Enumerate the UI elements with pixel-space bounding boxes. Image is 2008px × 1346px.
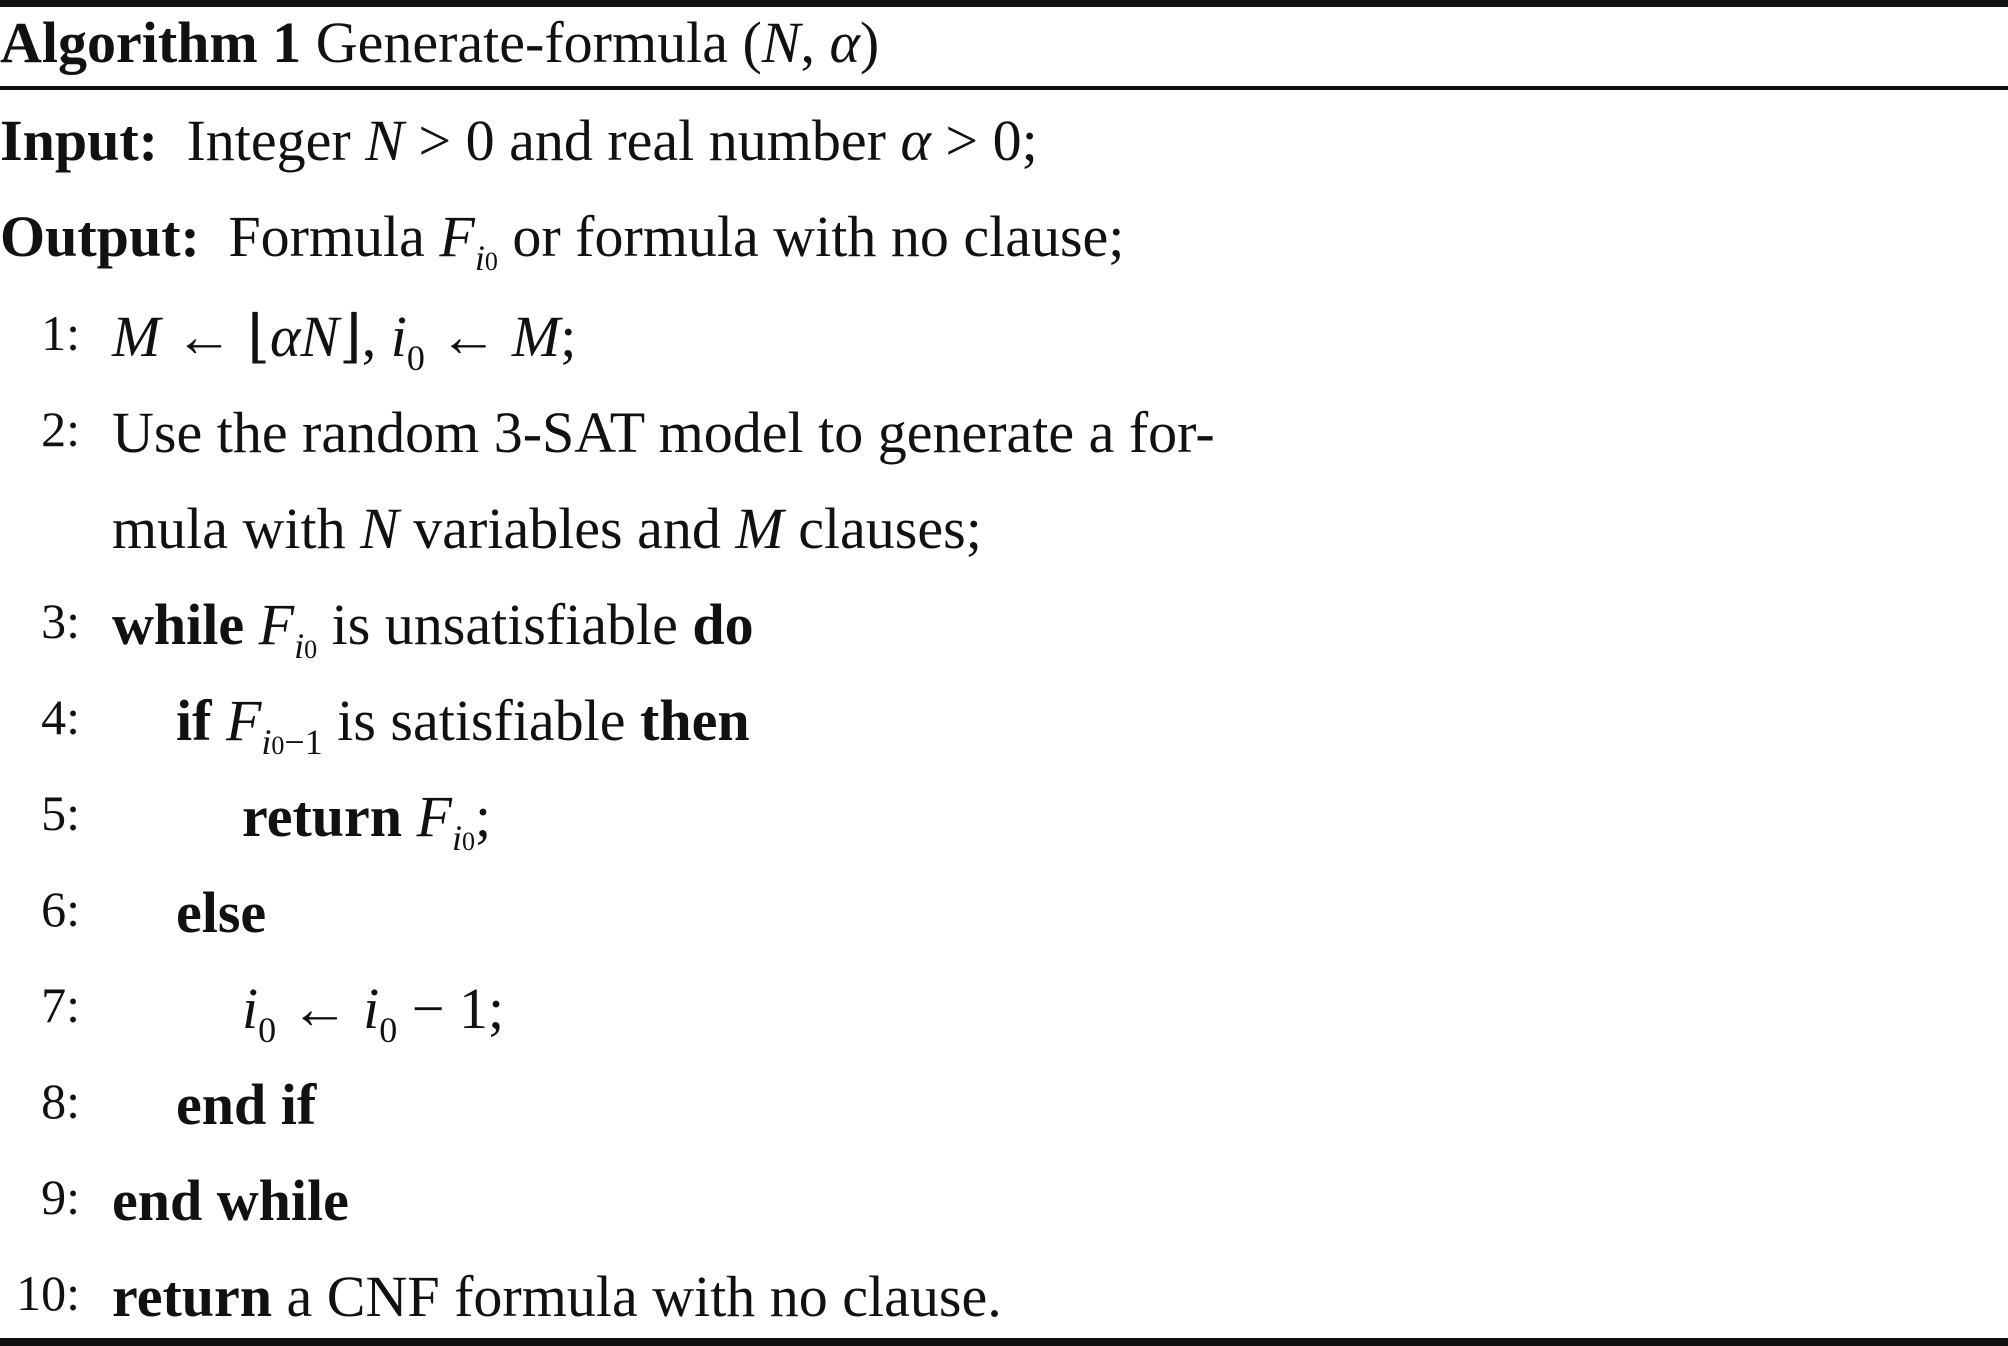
line-number: 2:: [41, 401, 80, 457]
input-line: [0, 108, 1038, 173]
input-label: Input:: [0, 108, 158, 173]
step-text: while $F_{i0}$ is unsatisfiable do: [112, 592, 754, 666]
step-text: if $F_{i0-1}$ is satisfiable then: [176, 688, 750, 762]
bottom-rule: [0, 1338, 2008, 1346]
line-number: 1:: [41, 305, 80, 361]
line-number: 10:: [16, 1265, 80, 1321]
line-number: 9:: [41, 1169, 80, 1225]
step-text: end while: [112, 1168, 349, 1233]
line-number: 6:: [41, 881, 80, 937]
output-line: [0, 204, 1125, 278]
algorithm-name: Generate-formula: [315, 10, 728, 75]
header-rule: [0, 86, 2008, 90]
algorithm-label: Algorithm 1: [0, 10, 302, 75]
algorithm-header: [0, 10, 880, 75]
line-number: 4:: [41, 689, 80, 745]
step-text: else: [176, 880, 267, 945]
top-rule: [0, 0, 2008, 7]
input-text: Integer N > 0 and real number α > 0;: [186, 108, 1038, 173]
algorithm-params: (N, α): [742, 10, 880, 75]
step-text: mula with N variables and M clauses;: [112, 496, 982, 561]
output-label: Output:: [0, 204, 200, 269]
line-number: 7:: [41, 977, 80, 1033]
output-text: Formula $F_{i0}$ or formula with no clause;: [228, 204, 1125, 278]
step-text: M ← ⌊αN⌋, $i_0$ ← M;: [112, 304, 577, 378]
line-number: 3:: [41, 593, 80, 649]
step-text: Use the random 3-SAT model to generate a for-: [112, 400, 1215, 465]
line-number: 8:: [41, 1073, 80, 1129]
step-text: return a CNF formula with no clause.: [112, 1264, 1002, 1329]
step-text: end if: [176, 1072, 317, 1137]
line-number: 5:: [41, 785, 80, 841]
step-text: $i_0$ ← $i_0 - 1$;: [242, 976, 505, 1050]
step-text: return $F_{i0}$;: [242, 784, 492, 858]
